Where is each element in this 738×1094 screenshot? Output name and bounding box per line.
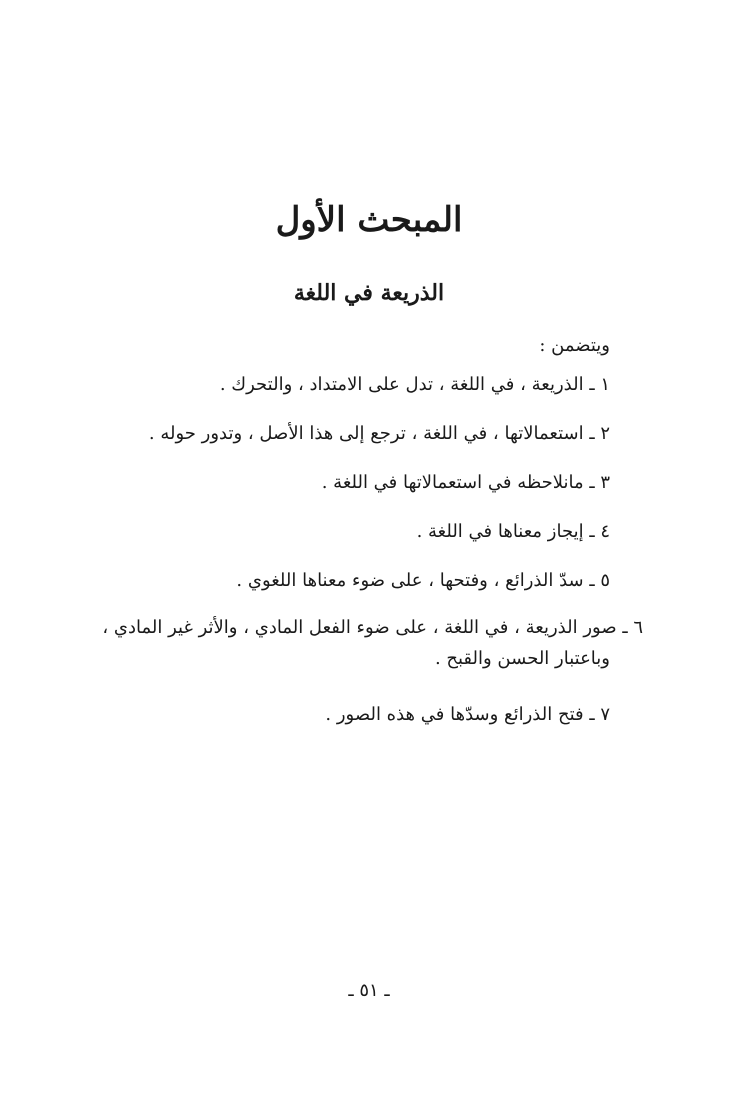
chapter-title: المبحث الأول — [275, 200, 463, 240]
list-item-6: ٦ ـ صور الذريعة ، في اللغة ، على ضوء الفعل المادي ، والأثر غير المادي ، وباعتبار الحسن والقبح . — [102, 617, 643, 669]
list-item-4: ٤ ـ إيجاز معناها في اللغة . — [416, 521, 610, 542]
list-item-5: ٥ ـ سدّ الذرائع ، وفتحها ، على ضوء معناها اللغوي . — [236, 570, 610, 591]
section-title: الذريعة في اللغة — [293, 280, 445, 306]
list-item-1: ١ ـ الذريعة ، في اللغة ، تدل على الامتداد ، والتحرك . — [219, 374, 610, 395]
page-number: ـ ٥١ ـ — [348, 980, 390, 1001]
list-item-2: ٢ ـ استعمالاتها ، في اللغة ، ترجع إلى هذا الأصل ، وتدور حوله . — [148, 423, 610, 444]
intro-text: ويتضمن : — [539, 335, 610, 356]
list-item-7: ٧ ـ فتح الذرائع وسدّها في هذه الصور . — [325, 704, 610, 725]
list-item-3: ٣ ـ مانلاحظه في استعمالاتها في اللغة . — [321, 472, 610, 493]
